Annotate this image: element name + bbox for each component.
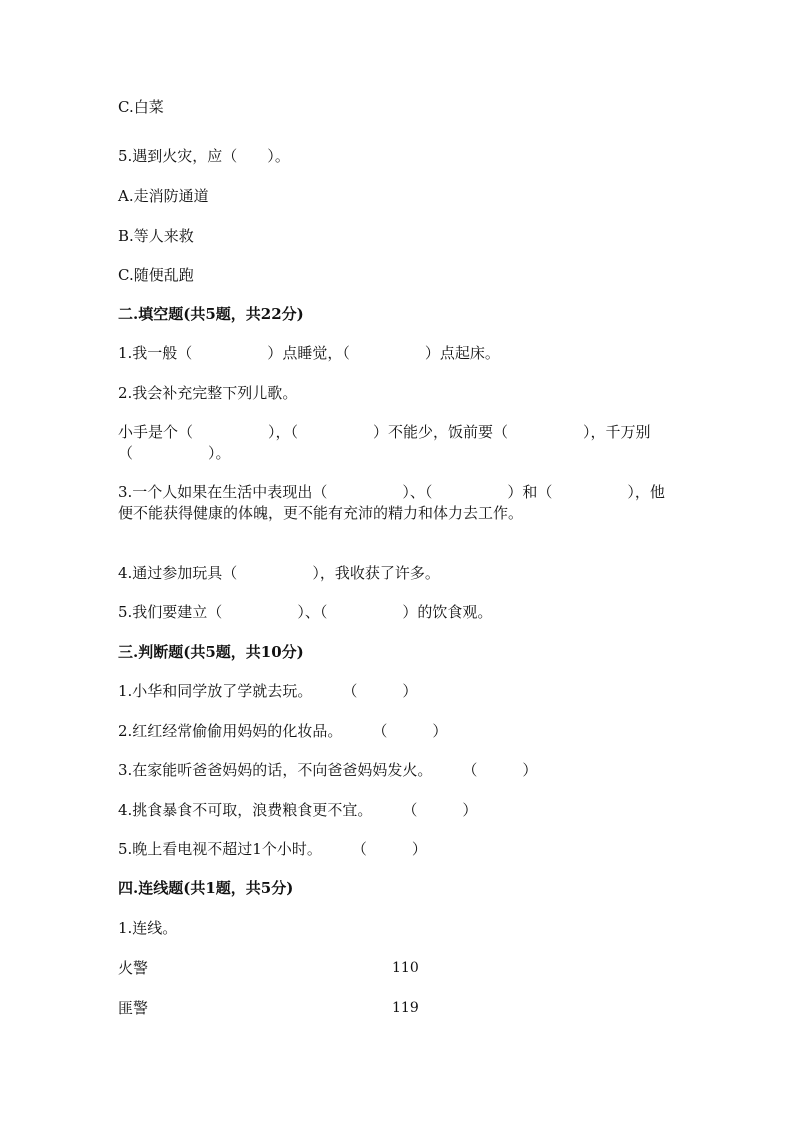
section-heading-fill-blank: 二.填空题(共5题，共22分)	[118, 305, 304, 323]
judge-question-1: 1.小华和同学放了学就去玩。 （ ）	[118, 682, 418, 700]
option-c-cabbage: C.白菜	[118, 98, 164, 116]
question-5-fire: 5.遇到火灾，应（ ）。	[118, 147, 290, 165]
option-a: A.走消防通道	[118, 187, 209, 205]
fill-question-2-rhyme: 小手是个（ ），（ ）不能少，饭前要（ ），千万别（ ）。	[118, 423, 651, 462]
judge-question-5: 5.晚上看电视不超过1个小时。 （ ）	[118, 840, 427, 858]
section-heading-judgement: 三.判断题(共5题，共10分)	[118, 643, 304, 661]
fill-question-3: 3.一个人如果在生活中表现出（ ）、（ ）和（ ），他便不能获得健康的体魄，更不能有充沛的精力和体力去工作。	[118, 483, 665, 522]
matching-left-fire-alarm: 火警	[118, 959, 149, 977]
matching-left-police: 匪警	[118, 999, 149, 1017]
judge-question-4: 4.挑食暴食不可取，浪费粮食更不宜。 （ ）	[118, 801, 478, 819]
judge-question-2: 2.红红经常偷偷用妈妈的化妆品。 （ ）	[118, 722, 448, 740]
judge-question-3: 3.在家能听爸爸妈妈的话，不向爸爸妈妈发火。 （ ）	[118, 761, 538, 779]
matching-right-110: 110	[392, 960, 419, 976]
fill-question-1: 1.我一般（ ）点睡觉，（ ）点起床。	[118, 344, 500, 362]
option-c: C.随便乱跑	[118, 266, 194, 284]
section-heading-matching: 四.连线题(共1题，共5分)	[118, 879, 294, 897]
fill-question-2: 2.我会补充完整下列儿歌。	[118, 384, 298, 402]
option-b: B.等人来救	[118, 227, 194, 245]
fill-question-4: 4.通过参加玩具（ ），我收获了许多。	[118, 564, 440, 582]
matching-question-1: 1.连线。	[118, 919, 178, 937]
matching-right-119: 119	[392, 1000, 419, 1016]
fill-question-5: 5.我们要建立（ ）、（ ）的饮食观。	[118, 603, 493, 621]
